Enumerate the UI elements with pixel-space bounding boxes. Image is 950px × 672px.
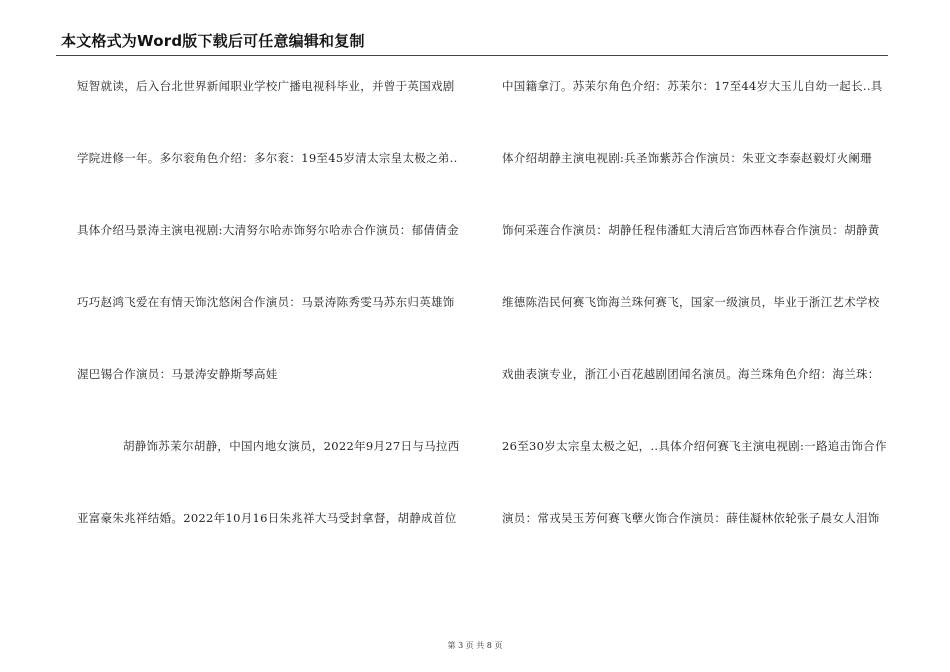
text-line: 戏曲表演专业，浙江小百花越剧团闻名演员。海兰珠角色介绍：海兰珠： — [502, 367, 880, 381]
text-line: 体介绍胡静主演电视剧:兵圣饰紫苏合作演员：朱亚文李泰赵毅灯火阑珊 — [502, 151, 872, 165]
left-text-column — [77, 73, 465, 577]
text-line: 短智就读，后入台北世界新闻职业学校广播电视科毕业，并曾于英国戏剧 — [77, 79, 455, 93]
text-line: 中国籍拿汀。苏茉尔角色介绍：苏茉尔：17至44岁大玉儿自幼一起长..具 — [502, 79, 883, 93]
text-line: 渥巴锡合作演员：马景涛安静斯琴高娃 — [77, 367, 278, 381]
text-line: 26至30岁太宗皇太极之妃，..具体介绍何赛飞主演电视剧:一路追击饰合作 — [502, 439, 887, 453]
document-header-title: 本文格式为Word版下载后可任意编辑和复制 — [61, 32, 365, 50]
header-divider — [56, 55, 888, 56]
text-line: 维德陈浩民何赛飞饰海兰珠何赛飞，国家一级演员，毕业于浙江艺术学校 — [502, 295, 880, 309]
text-line: 演员：常戎吴玉芳何赛飞孽火饰合作演员：薛佳凝林依轮张子晨女人泪饰 — [502, 511, 880, 525]
text-line: 具体介绍马景涛主演电视剧:大清努尔哈赤饰努尔哈赤合作演员：郁倩倩金 — [77, 223, 459, 237]
text-line: 学院进修一年。多尔衮角色介绍：多尔衮：19至45岁清太宗皇太极之弟.. — [77, 151, 458, 165]
right-text-column — [502, 73, 890, 577]
text-line: 巧巧赵鸿飞爱在有情天饰沈悠闲合作演员：马景涛陈秀雯马苏东归英雄饰 — [77, 295, 455, 309]
text-line: 饰何采莲合作演员：胡静任程伟潘虹大清后宫饰西林春合作演员：胡静黄 — [502, 223, 880, 237]
paragraph-start-line: 胡静饰苏茉尔胡静，中国内地女演员，2022年9月27日与马拉西 — [123, 439, 460, 453]
text-line: 亚富豪朱兆祥结婚。2022年10月16日朱兆祥大马受封拿督，胡静成首位 — [77, 511, 457, 525]
page-number-footer: 第 3 页 共 8 页 — [447, 641, 503, 650]
